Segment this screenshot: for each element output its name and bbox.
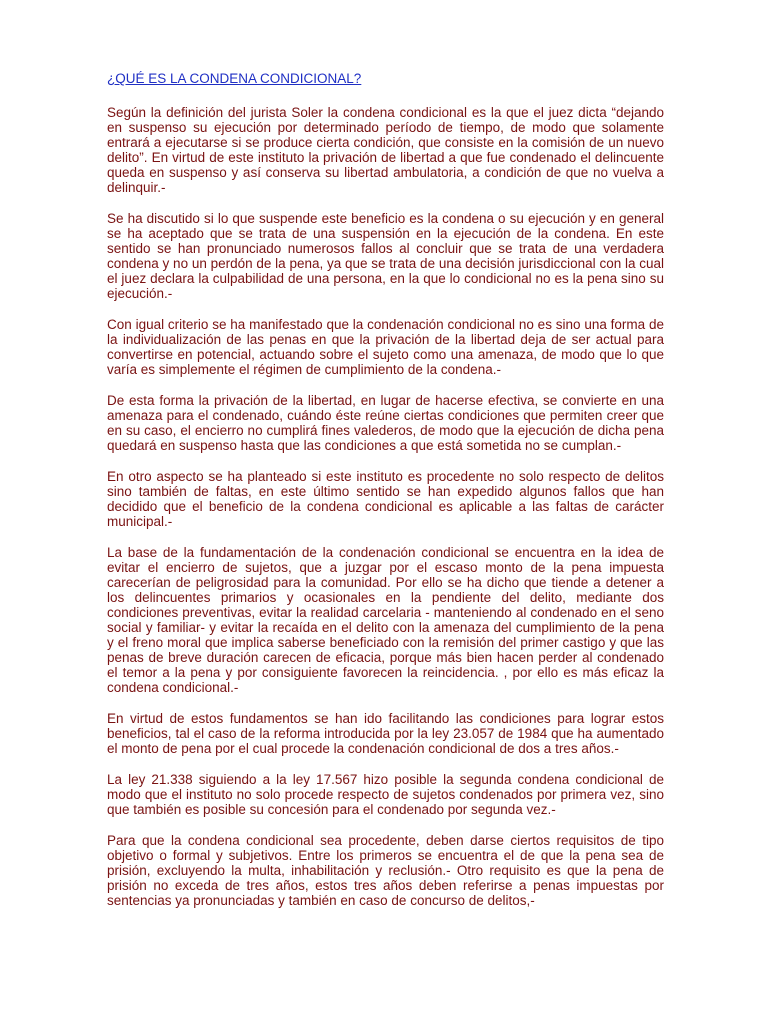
paragraph-threat: De esta forma la privación de la libertad, en lugar de hacerse efectiva, se convierte en una amenaza para el condenado, cuándo éste reúne ciertas condiciones que permiten creer que en su caso, el encierro no cumplirá fines valederos, de modo que la ejecución de dicha pena quedará en suspenso hasta que las condiciones a que está sometida no se cumplan.- (107, 393, 664, 453)
paragraph-ley-21338: La ley 21.338 siguiendo a la ley 17.567 hizo posible la segunda condena condicional de modo que el instituto no solo procede respecto de sujetos condenados por primera vez, sino que también es posible su concesión para el condenado por segunda vez.- (107, 772, 664, 817)
paragraph-individualization: Con igual criterio se ha manifestado que la condenación condicional no es sino una forma de la individualización de las penas en que la privación de la libertad deja de ser actual para convertirse en potencial, actuando sobre el sujeto como una amenaza, de modo que lo que varía es simplemente el régimen de cumplimiento de la condena.- (107, 317, 664, 377)
paragraph-fundamentacion: La base de la fundamentación de la condenación condicional se encuentra en la idea de evitar el encierro de sujetos, que a juzgar por el escaso monto de la pena impuesta carecerían de peligrosidad para la comunidad. Por ello se ha dicho que tiende a detener a los delincuentes primarios y ocasionales en la pendiente del delito, mediante dos condiciones preventivas, evitar la realidad carcelaria - manteniendo al condenado en el seno social y familiar- y evitar la recaída en el delito con la amenaza del cumplimiento de la pena y el freno moral que implica saberse beneficiado con la remisión del primer castigo y que las penas de breve duración carecen de eficacia, porque más bien hacen perder al condenado el temor a la pena y por consiguiente favorecen la reincidencia. , por ello es más eficaz la condena condicional.- (107, 545, 664, 695)
paragraph-requisitos: Para que la condena condicional sea procedente, deben darse ciertos requisitos de tipo objetivo o formal y subjetivos. Entre los primeros se encuentra el de que la pena sea de prisión, excluyendo la multa, inhabilitación y reclusión.- Otro requisito es que la pena de prisión no exceda de tres años, estos tres años deben referirse a penas impuestas por sentencias ya pronunciadas y también en caso de concurso de delitos,- (107, 833, 664, 908)
paragraph-faltas: En otro aspecto se ha planteado si este instituto es procedente no solo respecto de delitos sino también de faltas, en este último sentido se han expedido algunos fallos que han decidido que el beneficio de la condena condicional es aplicable a las faltas de carácter municipal.- (107, 469, 664, 529)
paragraph-suspension: Se ha discutido si lo que suspende este beneficio es la condena o su ejecución y en general se ha aceptado que se trata de una suspensión en la ejecución de la condena. En este sentido se han pronunciado numerosos fallos al concluir que se trata de una verdadera condena y no un perdón de la pena, ya que se trata de una decisión jurisdiccional con la cual el juez declara la culpabilidad de una persona, en la que lo condicional no es la pena sino su ejecución.- (107, 211, 664, 301)
page-title[interactable]: ¿QUÉ ES LA CONDENA CONDICIONAL? (107, 71, 362, 86)
paragraph-ley-23057: En virtud de estos fundamentos se han ido facilitando las condiciones para lograr estos beneficios, tal el caso de la reforma introducida por la ley 23.057 de 1984 que ha aumentado el monto de pena por el cual procede la condenación condicional de dos a tres años.- (107, 711, 664, 756)
paragraph-definition: Según la definición del jurista Soler la condena condicional es la que el juez dicta “dejando en suspenso su ejecución por determinado período de tiempo, de modo que solamente entrará a ejecutarse si se produce cierta condición, que consiste en la comisión de un nuevo delito”. En virtud de este instituto la privación de libertad a que fue condenado el delincuente queda en suspenso y así conserva su libertad ambulatoria, a condición de que no vuelva a delinquir.- (107, 105, 664, 195)
